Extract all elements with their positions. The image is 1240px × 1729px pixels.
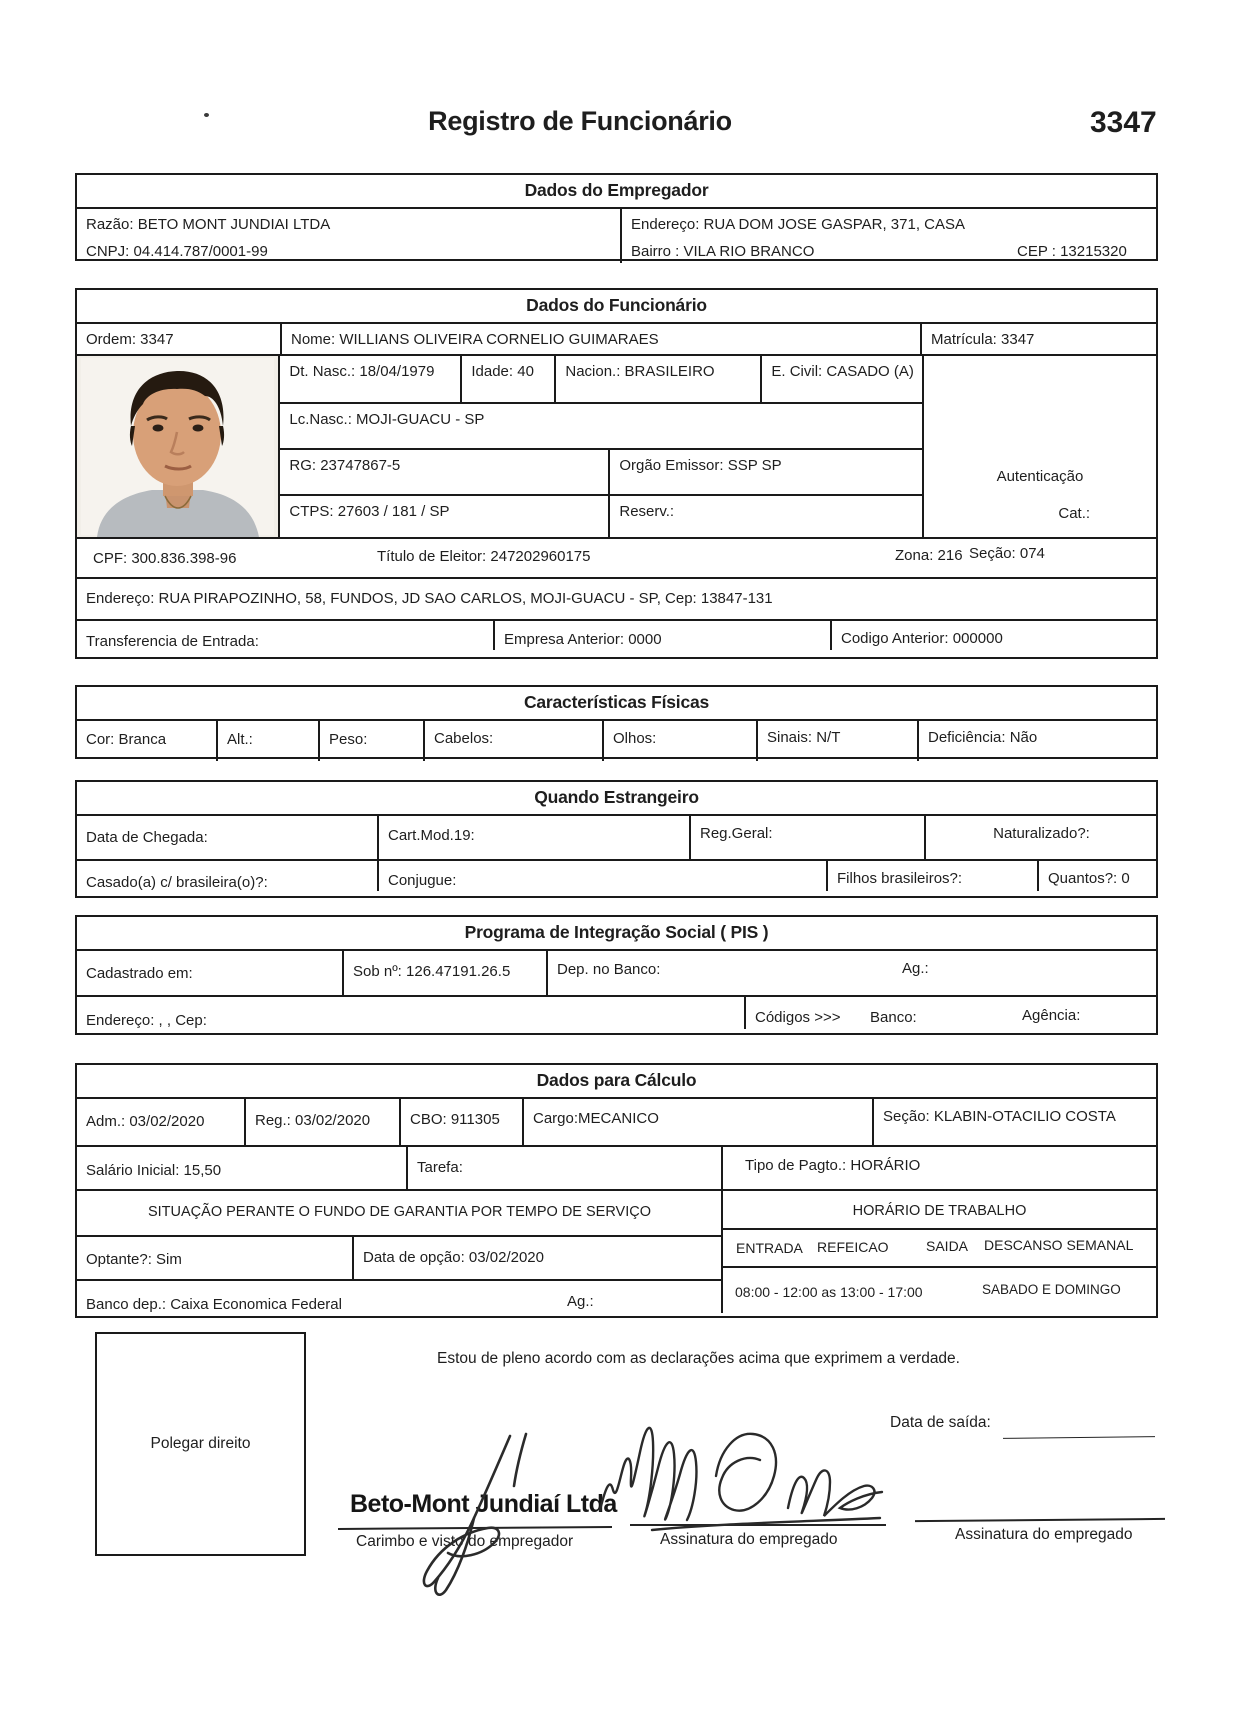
field-dt-nasc: Dt. Nasc.: 18/04/1979 <box>278 356 460 402</box>
field-lc-nasc: Lc.Nasc.: MOJI-GUACU - SP <box>278 404 922 448</box>
field-naturalizado: Naturalizado?: <box>924 816 1156 859</box>
thumbprint-box <box>95 1332 306 1556</box>
field-alt: Alt.: <box>216 721 318 761</box>
field-nacion: Nacion.: BRASILEIRO <box>554 356 760 402</box>
section-empregador-title: Dados do Empregador <box>77 175 1156 209</box>
field-banco-dep: Banco dep.: Caixa Economica Federal <box>86 1296 342 1313</box>
col-saida: SAIDA <box>926 1238 969 1254</box>
section-calculo-title: Dados para Cálculo <box>77 1065 1156 1099</box>
field-cargo: Cargo:MECANICO <box>522 1099 872 1145</box>
field-horario-titulo: HORÁRIO DE TRABALHO <box>852 1203 1027 1219</box>
employee-signature <box>592 1412 892 1544</box>
field-codigos: Códigos >>> <box>744 997 1156 1029</box>
section-funcionario <box>75 288 1158 659</box>
field-fgts-titulo: SITUAÇÃO PERANTE O FUNDO DE GARANTIA POR TEMPO DE SERVIÇO <box>147 1204 652 1220</box>
field-reserv: Reserv.: <box>608 496 922 537</box>
section-estrangeiro-title: Quando Estrangeiro <box>77 782 1156 816</box>
assinatura-direita-label: Assinatura do empregado <box>955 1526 1133 1543</box>
field-cpf: CPF: 300.836.398-96 <box>93 550 237 567</box>
field-tarefa: Tarefa: <box>406 1147 721 1189</box>
assinatura-direita-line <box>915 1518 1165 1522</box>
field-dep-banco: Dep. no Banco: <box>546 951 1156 995</box>
field-cep: CEP : 13215320 <box>1017 243 1127 260</box>
horario-block <box>721 1191 1156 1313</box>
field-titulo-eleitor: Título de Eleitor: 247202960175 <box>377 548 591 565</box>
field-endereco-funcionario: Endereço: RUA PIRAPOZINHO, 58, FUNDOS, JD SAO CARLOS, MOJI-GUACU - SP, Cep: 13847-131 <box>86 590 773 607</box>
field-autenticacao: Autenticação <box>996 468 1084 485</box>
carimbo-label: Carimbo e visto do empregador <box>356 1533 574 1550</box>
section-pis-title: Programa de Integração Social ( PIS ) <box>77 917 1156 951</box>
field-empresa-anterior: Empresa Anterior: 0000 <box>493 621 830 650</box>
field-orgao-emissor: Orgão Emissor: SSP SP <box>608 450 922 494</box>
field-casado-brasileira: Casado(a) c/ brasileira(o)?: <box>86 874 268 891</box>
section-caracteristicas-title: Características Físicas <box>77 687 1156 721</box>
horario-header-row <box>723 1228 1156 1266</box>
field-horario-valor: 08:00 - 12:00 as 13:00 - 17:00 <box>735 1284 923 1300</box>
field-estado-civil: E. Civil: CASADO (A) <box>760 356 922 402</box>
field-rg: RG: 23747867-5 <box>278 450 608 494</box>
field-matricula: Matrícula: 3347 <box>920 324 1156 354</box>
col-descanso: DESCANSO SEMANAL <box>984 1237 1134 1253</box>
field-olhos: Olhos: <box>602 721 756 761</box>
field-reg: Reg.: 03/02/2020 <box>244 1099 399 1145</box>
field-tipo-pagto: Tipo de Pagto.: HORÁRIO <box>721 1147 1156 1189</box>
col-refeicao: REFEICAO <box>817 1239 889 1255</box>
field-reg-geral: Reg.Geral: <box>689 816 924 859</box>
field-cat: Cat.: <box>1058 505 1091 522</box>
field-cabelos: Cabelos: <box>423 721 602 761</box>
field-cbo: CBO: 911305 <box>399 1099 522 1145</box>
assinatura-meio-label: Assinatura do empregado <box>660 1531 838 1548</box>
field-filhos-brasileiros: Filhos brasileiros?: <box>826 861 1037 891</box>
field-quantos: Quantos?: 0 <box>1037 861 1156 891</box>
field-cart-mod: Cart.Mod.19: <box>377 816 689 859</box>
declaration-text: Estou de pleno acordo com as declarações acima que exprimem a verdade. <box>437 1350 960 1367</box>
field-sob-no: Sob nº: 126.47191.26.5 <box>342 951 546 995</box>
thumbprint-label: Polegar direito <box>150 1435 251 1452</box>
field-cnpj: CNPJ: 04.414.787/0001-99 <box>86 243 268 260</box>
data-saida-label: Data de saída: <box>890 1414 991 1431</box>
field-pis-banco: Banco: <box>870 1009 917 1026</box>
field-pis-ag: Ag.: <box>902 960 929 977</box>
field-sinais: Sinais: N/T <box>756 721 917 761</box>
field-cadastrado-em: Cadastrado em: <box>86 965 193 982</box>
field-secao-calculo: Seção: KLABIN-OTACILIO COSTA <box>872 1099 1156 1145</box>
field-idade: Idade: 40 <box>460 356 554 402</box>
field-cor: Cor: Branca <box>86 731 167 748</box>
field-conjugue: Conjugue: <box>377 861 826 891</box>
fgts-block <box>77 1191 721 1313</box>
field-ctps: CTPS: 27603 / 181 / SP <box>278 496 608 537</box>
field-pis-endereco: Endereço: , , Cep: <box>86 1012 207 1029</box>
field-data-opcao: Data de opção: 03/02/2020 <box>352 1237 721 1279</box>
col-entrada: ENTRADA <box>736 1240 803 1256</box>
field-data-chegada: Data de Chegada: <box>86 829 208 846</box>
section-estrangeiro <box>75 780 1158 898</box>
section-funcionario-title: Dados do Funcionário <box>77 290 1156 324</box>
field-bairro: Bairro : VILA RIO BRANCO <box>620 236 1156 263</box>
field-pis-agencia: Agência: <box>1022 1007 1081 1024</box>
field-adm: Adm.: 03/02/2020 <box>86 1113 205 1130</box>
field-codigo-anterior: Codigo Anterior: 000000 <box>830 621 1156 650</box>
employee-photo-cell <box>77 356 278 537</box>
page-number: 3347 <box>1090 106 1157 139</box>
field-ordem: Ordem: 3347 <box>86 331 174 348</box>
field-salario: Salário Inicial: 15,50 <box>86 1162 222 1179</box>
employee-photo <box>77 356 278 537</box>
field-descanso-valor: SABADO E DOMINGO <box>982 1282 1121 1297</box>
field-zona: Zona: 216 <box>895 547 963 564</box>
employer-stamp: Beto-Mont Jundiaí Ltda <box>350 1490 617 1518</box>
field-optante: Optante?: Sim <box>86 1251 182 1268</box>
employer-signature <box>398 1430 548 1600</box>
field-autenticacao-cell <box>922 356 1156 537</box>
horario-values-row <box>723 1266 1156 1313</box>
field-transferencia: Transferencia de Entrada: <box>86 633 259 650</box>
section-calculo <box>75 1063 1158 1318</box>
section-empregador <box>75 173 1158 261</box>
field-nome: Nome: WILLIANS OLIVEIRA CORNELIO GUIMARAES <box>280 324 920 354</box>
field-secao: Seção: 074 <box>969 545 1045 562</box>
field-banco-ag: Ag.: <box>567 1293 594 1310</box>
section-pis <box>75 915 1158 1035</box>
field-deficiencia: Deficiência: Não <box>917 721 1156 761</box>
field-razao: Razão: BETO MONT JUNDIAI LTDA <box>86 216 331 233</box>
section-caracteristicas <box>75 685 1158 759</box>
field-endereco-empregador: Endereço: RUA DOM JOSE GASPAR, 371, CASA <box>620 209 1156 236</box>
data-saida-line <box>1003 1436 1155 1439</box>
field-peso: Peso: <box>318 721 423 761</box>
page-title: Registro de Funcionário <box>428 106 732 136</box>
